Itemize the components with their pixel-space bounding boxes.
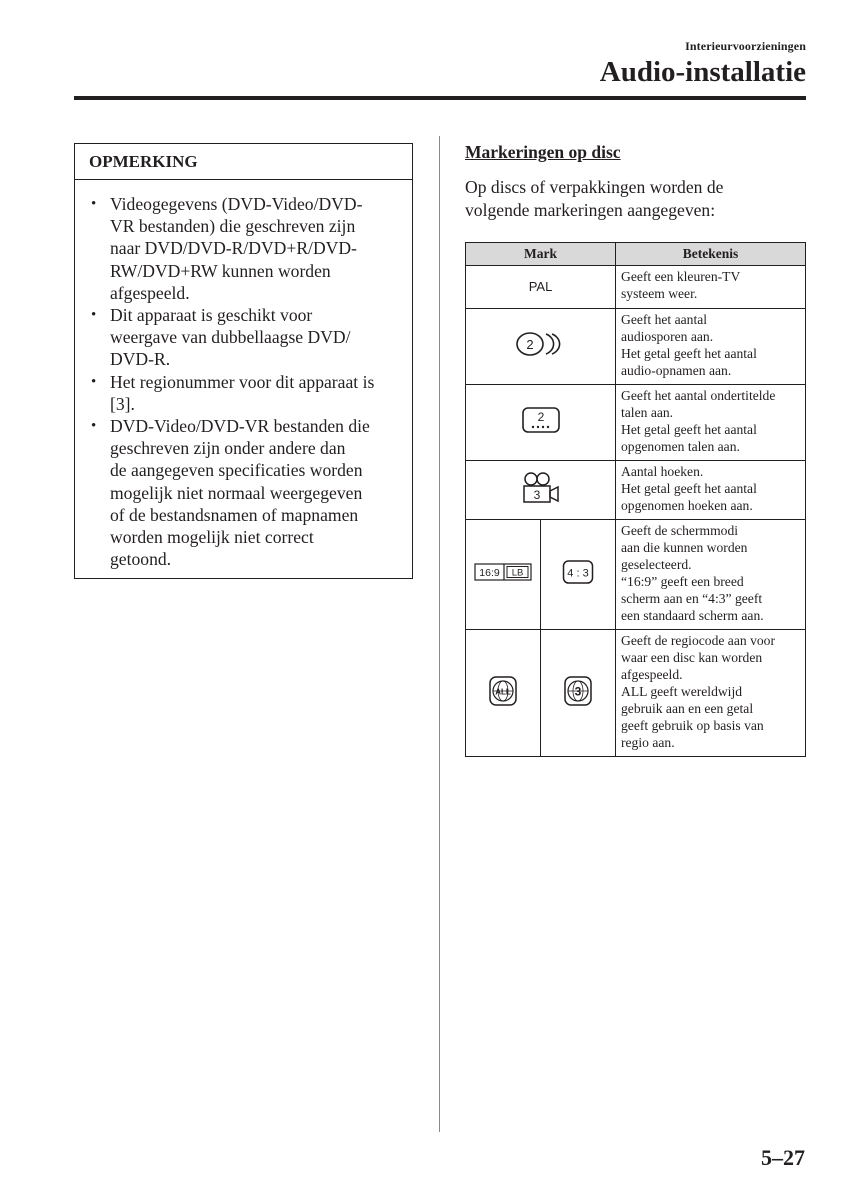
table-row xyxy=(466,461,806,520)
chapter-label: Interieurvoorzieningen xyxy=(685,39,806,53)
page-title: Audio-installatie xyxy=(599,56,806,88)
note-box xyxy=(74,143,413,579)
aspect-4-3-icon xyxy=(562,559,594,585)
column-header-meaning: Betekenis xyxy=(616,243,806,266)
region-all-globe-icon xyxy=(488,675,518,707)
column-divider xyxy=(439,136,440,1132)
note-item xyxy=(91,415,404,570)
region-3-text: 3 xyxy=(574,684,582,698)
table-row xyxy=(466,309,806,385)
note-item-text: Het regionummer voor dit apparaat is [3]. xyxy=(110,371,375,414)
subtitle-icon xyxy=(521,406,561,434)
bullet: • xyxy=(91,418,97,435)
audio-tracks-number: 2 xyxy=(525,337,534,352)
camera-angle-icon xyxy=(520,471,562,505)
note-item xyxy=(91,304,404,371)
column-header-mark: Mark xyxy=(466,243,616,266)
mark-cell xyxy=(541,520,616,630)
region-all-text: ALL xyxy=(495,687,511,696)
pal-mark: PAL xyxy=(528,279,553,294)
aspect-4-3-text: 4 : 3 xyxy=(567,567,589,580)
page-number: 5–27 xyxy=(761,1145,805,1170)
mark-cell xyxy=(466,630,541,757)
meaning-cell: Aantal hoeken. Het getal geeft het aantal opgenomen hoeken aan. xyxy=(616,461,806,520)
mark-cell xyxy=(466,385,616,461)
mark-cell xyxy=(466,266,616,309)
mark-cell xyxy=(541,630,616,757)
table-header-row xyxy=(466,243,806,266)
note-item-text: Videogegevens (DVD-Video/DVD- VR bestanden) die geschreven zijn naar DVD/DVD-R/DVD+R/DVD- RW/DVD+RW kunnen worden afgespeeld. xyxy=(110,194,363,303)
subtitle-number: 2 xyxy=(537,410,544,424)
region-3-globe-icon xyxy=(563,675,593,707)
note-item-text: DVD-Video/DVD-VR bestanden die geschreven zijn onder andere dan de aangegeven specificaties worden mogelijk niet normaal weergegeven of de bestandsnamen of mapnamen worden mogelijk niet correct getoond. xyxy=(110,416,370,570)
note-item-text: Dit apparaat is geschikt voor weergave van dubbellaagse DVD/ DVD-R. xyxy=(110,305,351,370)
mark-cell xyxy=(466,520,541,630)
table-row xyxy=(466,385,806,461)
meaning-cell: Geeft de regiocode aan voor waar een disc kan worden afgespeeld. ALL geeft wereldwijd gebruik aan en een getal geeft gebruik op basis van regio aan. xyxy=(616,630,806,757)
note-heading: OPMERKING xyxy=(75,144,412,180)
aspect-16-9-text: 16:9 xyxy=(479,567,500,579)
meaning-cell: Geeft een kleuren-TV systeem weer. xyxy=(616,266,806,309)
bullet: • xyxy=(91,307,97,324)
mark-cell xyxy=(466,309,616,385)
meaning-cell: Geeft de schermmodi aan die kunnen worden geselecteerd. “16:9” geeft een breed scherm aan en “4:3” geeft een standaard scherm aan. xyxy=(616,520,806,630)
bullet: • xyxy=(91,196,97,212)
audio-tracks-icon xyxy=(515,329,567,359)
table-row xyxy=(466,520,806,630)
disc-markings-table xyxy=(465,242,806,757)
letterbox-text: LB xyxy=(511,567,524,579)
section-heading: Markeringen op disc xyxy=(465,142,621,162)
header-rule xyxy=(74,96,806,100)
table-row xyxy=(466,266,806,309)
bullet: • xyxy=(91,373,97,390)
camera-angle-number: 3 xyxy=(533,487,540,502)
section-intro: Op discs of verpakkingen worden de volgende markeringen aangegeven: xyxy=(465,177,724,220)
table-row xyxy=(466,630,806,757)
note-list xyxy=(75,180,412,570)
note-item xyxy=(91,371,404,415)
note-item xyxy=(91,193,404,304)
mark-cell xyxy=(466,461,616,520)
aspect-16-9-lb-icon xyxy=(474,562,532,582)
meaning-cell: Geeft het aantal audiosporen aan. Het getal geeft het aantal audio-opnamen aan. xyxy=(616,309,806,385)
meaning-cell: Geeft het aantal ondertitelde talen aan. Het getal geeft het aantal opgenomen talen aan. xyxy=(616,385,806,461)
